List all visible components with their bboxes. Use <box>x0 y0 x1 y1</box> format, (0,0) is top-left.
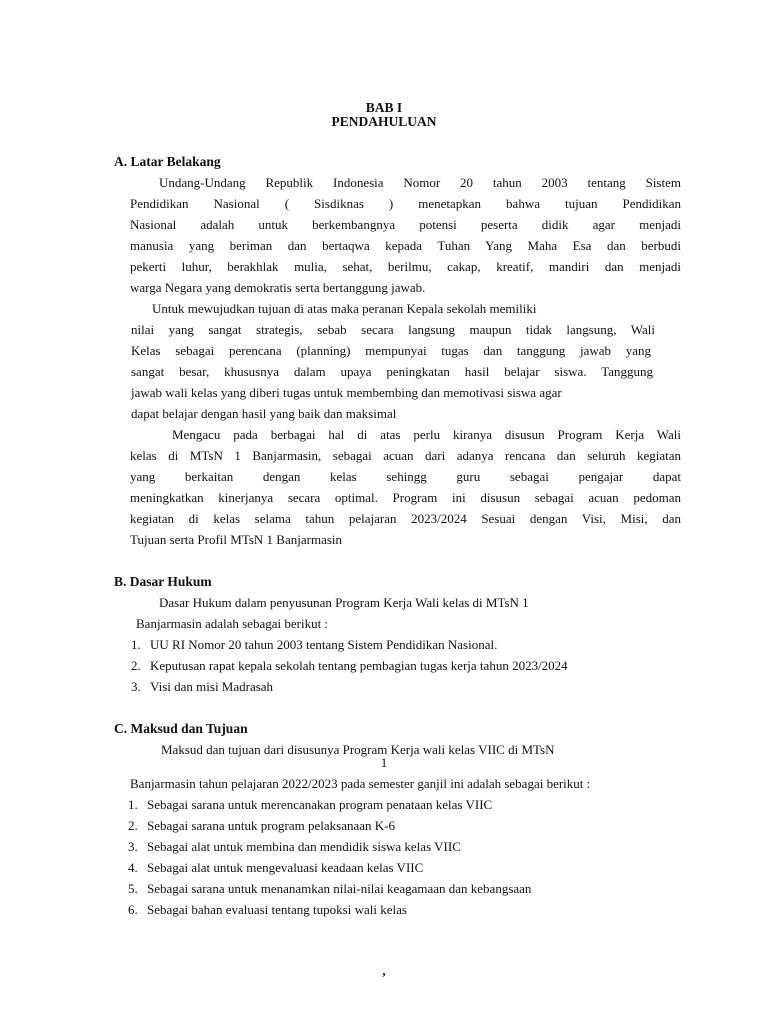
list-text: Sebagai sarana untuk program pelaksanaan K-6 <box>147 818 395 833</box>
list-number: 4. <box>128 860 138 875</box>
chapter-title: PENDAHULUAN <box>331 114 437 129</box>
paragraph-line: Tujuan serta Profil MTsN 1 Banjarmasin <box>130 532 343 547</box>
section-b-intro-line: Dasar Hukum dalam penyusunan Program Kerja Wali kelas di MTsN 1 <box>159 595 529 610</box>
list-number: 5. <box>128 881 138 896</box>
list-number: 2. <box>128 818 138 833</box>
section-c-intro-line: Maksud dan tujuan dari disusunya Program Kerja wali kelas VIIC di MTsN <box>161 742 555 757</box>
list-text: Visi dan misi Madrasah <box>150 679 274 694</box>
list-item <box>131 676 273 697</box>
list-item <box>131 634 497 655</box>
paragraph-line: jawab wali kelas yang diberi tugas untuk membembing dan memotivasi siswa agar <box>131 385 562 400</box>
paragraph-line: Mengacu pada berbagai hal di atas perlu kiranya disusun Program Kerja Wali <box>172 427 681 442</box>
paragraph-line: dapat belajar dengan hasil yang baik dan maksimal <box>131 406 397 421</box>
paragraph-line: yang berkaitan dengan kelas sehingg guru sebagai pengajar dapat <box>130 469 681 484</box>
page-footer-mark: , <box>382 963 386 978</box>
paragraph-line: Undang-Undang Republik Indonesia Nomor 20 tahun 2003 tentang Sistem <box>159 175 681 190</box>
paragraph-line: Untuk mewujudkan tujuan di atas maka peranan Kepala sekolah memiliki <box>152 301 537 316</box>
paragraph-line: manusia yang beriman dan bertaqwa kepada Tuhan Yang Maha Esa dan berbudi <box>130 238 681 253</box>
list-number: 6. <box>128 902 138 917</box>
paragraph-line: sangat besar, khususnya dalam upaya peningkatan hasil belajar siswa. Tanggung <box>131 364 653 379</box>
section-c-intro-number: 1 <box>380 755 388 770</box>
list-text: Sebagai alat untuk membina dan mendidik siswa kelas VIIC <box>147 839 461 854</box>
section-c-heading: C. Maksud dan Tujuan <box>114 721 248 736</box>
list-number: 1. <box>128 797 138 812</box>
paragraph-line: warga Negara yang demokratis serta bertanggung jawab. <box>130 280 426 295</box>
list-text: Sebagai sarana untuk menanamkan nilai-nilai keagamaan dan kebangsaan <box>147 881 532 896</box>
paragraph-line: Nasional adalah untuk berkembangnya potensi peserta didik agar menjadi <box>130 217 681 232</box>
list-text: Keputusan rapat kepala sekolah tentang pembagian tugas kerja tahun 2023/2024 <box>150 658 568 673</box>
list-text: Sebagai sarana untuk merencanakan program penataan kelas VIIC <box>147 797 493 812</box>
section-b-intro-line: Banjarmasin adalah sebagai berikut : <box>136 616 329 631</box>
list-number: 1. <box>131 637 141 652</box>
list-text: UU RI Nomor 20 tahun 2003 tentang Sistem Pendidikan Nasional. <box>150 637 498 652</box>
list-item <box>128 794 492 815</box>
paragraph-line: kelas di MTsN 1 Banjarmasin, sebagai acuan dari adanya rencana dan seluruh kegiatan <box>130 448 681 463</box>
list-number: 2. <box>131 658 141 673</box>
list-item <box>128 899 407 920</box>
section-b-heading: B. Dasar Hukum <box>114 574 212 589</box>
list-text: Sebagai alat untuk mengevaluasi keadaan kelas VIIC <box>147 860 424 875</box>
paragraph-line: pekerti luhur, berakhlak mulia, sehat, berilmu, cakap, kreatif, mandiri dan menjadi <box>130 259 681 274</box>
paragraph-line: nilai yang sangat strategis, sebab secara langsung maupun tidak langsung, Wali <box>131 322 655 337</box>
paragraph-line: kegiatan di kelas selama tahun pelajaran 2023/2024 Sesuai dengan Visi, Misi, dan <box>130 511 681 526</box>
paragraph-line: Kelas sebagai perencana (planning) mempunyai tugas dan tanggung jawab yang <box>131 343 651 358</box>
list-number: 3. <box>128 839 138 854</box>
list-item <box>128 878 531 899</box>
list-item <box>131 655 568 676</box>
section-c-intro-line: Banjarmasin tahun pelajaran 2022/2023 pada semester ganjil ini adalah sebagai berikut : <box>130 776 591 791</box>
paragraph-line: meningkatkan kinerjanya secara optimal. Program ini disusun sebagai acuan pedoman <box>130 490 681 505</box>
list-item <box>128 836 461 857</box>
chapter-label: BAB I <box>365 100 403 115</box>
list-number: 3. <box>131 679 141 694</box>
list-text: Sebagai bahan evaluasi tentang tupoksi wali kelas <box>147 902 407 917</box>
paragraph-line: Pendidikan Nasional ( Sisdiknas ) menetapkan bahwa tujuan Pendidikan <box>130 196 681 211</box>
section-a-heading: A. Latar Belakang <box>114 154 221 169</box>
list-item <box>128 815 395 836</box>
list-item <box>128 857 423 878</box>
